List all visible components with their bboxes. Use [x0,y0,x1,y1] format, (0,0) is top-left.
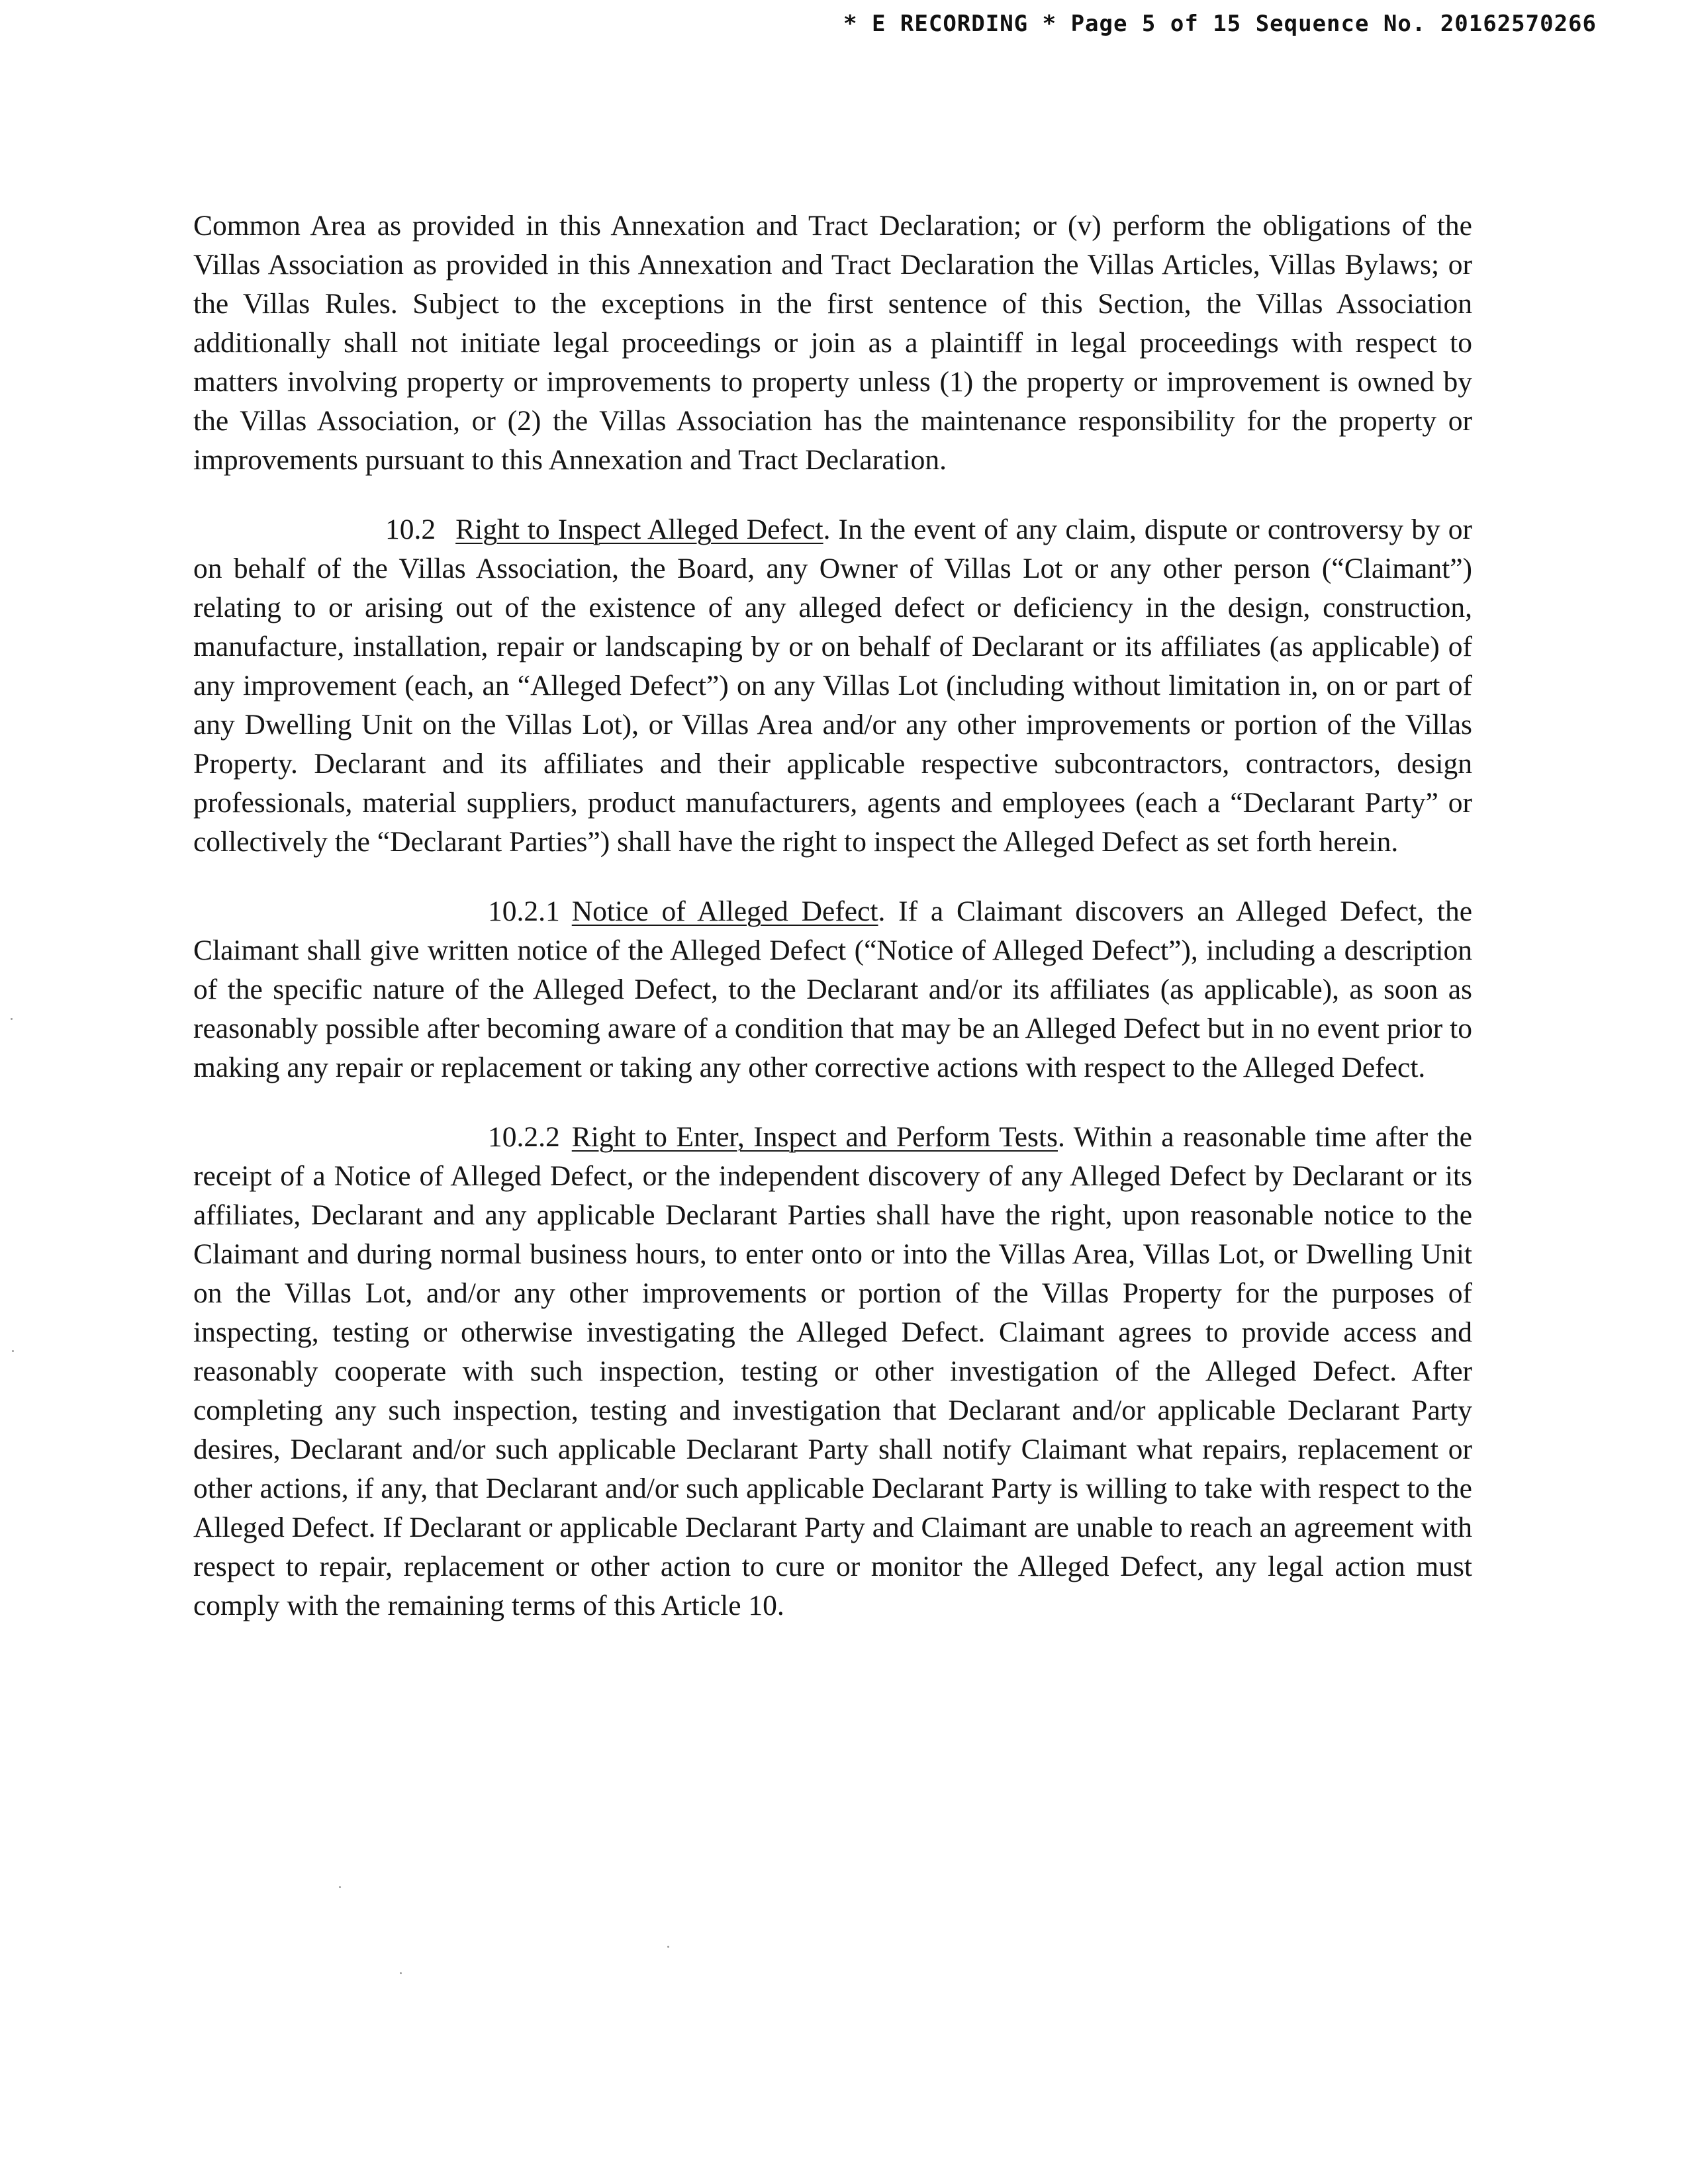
section-number: 10.2.2 [488,1121,560,1153]
section-heading: Right to Enter, Inspect and Perform Tests [571,1121,1058,1153]
document-body [193,206,1472,1656]
section-text: . If a Claimant discovers an Alleged Defect, the Claimant shall give written notice of the Alleged Defect (“Notice of Alleged Defect”), including a description of the specific nature of the Alleged Defect, to the Declarant and/or its affiliates (as applicable), as soon as reasonably possible after becoming aware of a condition that may be an Alleged Defect but in no event prior to making any repair or replacement or taking any other corrective actions with respect to the Alleged Defect. [193,895,1473,1083]
scan-speck [339,1886,341,1888]
section-10-2-2 [193,1118,1472,1625]
scan-speck [400,1972,402,1974]
section-heading: Right to Inspect Alleged Defect [455,514,823,545]
section-number: 10.2 [385,514,436,545]
section-10-2 [193,510,1472,862]
section-text: . In the event of any claim, dispute or controversy by or on behalf of the Villas Association, the Board, any Owner of Villas Lot or any other person (“Claimant”) relating to or arising out of the existence of any alleged defect or deficiency in the design, construction, manufacture, installation, repair or landscaping by or on behalf of Declarant or its affiliates (as applicable) of any improvement (each, an “Alleged Defect”) on any Villas Lot (including without limitation in, on or part of any Dwelling Unit on the Villas Lot), or Villas Area and/or any other improvements or portion of the Villas Property. Declarant and its affiliates and their applicable respective subcontractors, contractors, design professionals, material suppliers, product manufacturers, agents and employees (each a “Declarant Party” or collectively the “Declarant Parties”) shall have the right to inspect the Alleged Defect as set forth herein. [193,514,1472,858]
section-10-2-1 [193,892,1472,1087]
section-heading: Notice of Alleged Defect [571,895,878,927]
section-text: . Within a reasonable time after the receipt of a Notice of Alleged Defect, or the independent discovery of any Alleged Defect by Declarant or its affiliates, Declarant and any applicable Declarant Parties shall have the right, upon reasonable notice to the Claimant and during normal business hours, to enter onto or into the Villas Area, Villas Lot, or Dwelling Unit on the Villas Lot, and/or any other improvements or portion of the Villas Property for the purposes of inspecting, testing or otherwise investigating the Alleged Defect. Claimant agrees to provide access and reasonably cooperate with such inspection, testing or other investigation of the Alleged Defect. After completing any such inspection, testing and investigation that Declarant and/or applicable Declarant Party desires, Declarant and/or such applicable Declarant Party shall notify Claimant what repairs, replacement or other actions, if any, that Declarant and/or such applicable Declarant Party is willing to take with respect to the Alleged Defect. If Declarant or applicable Declarant Party and Claimant are unable to reach an agreement with respect to repair, replacement or other action to cure or monitor the Alleged Defect, any legal action must comply with the remaining terms of this Article 10. [193,1121,1472,1621]
paragraph-continuation: Common Area as provided in this Annexation and Tract Declaration; or (v) perform the obligations of the Villas Association as provided in this Annexation and Tract Declaration the Villas Articles, Villas Bylaws; or the Villas Rules. Subject to the exceptions in the first sentence of this Section, the Villas Association additionally shall not initiate legal proceedings or join as a plaintiff in legal proceedings with respect to matters involving property or improvements to property unless (1) the property or improvement is owned by the Villas Association, or (2) the Villas Association has the maintenance responsibility for the property or improvements pursuant to this Annexation and Tract Declaration. [193,210,1472,476]
scan-speck [12,1350,14,1352]
recording-header [843,11,1597,37]
scan-speck [667,1946,669,1948]
scan-speck [11,1018,13,1020]
sequence-label: Sequence No. [1255,11,1427,37]
recording-label: * E RECORDING * [843,11,1057,37]
section-number: 10.2.1 [488,895,560,927]
sequence-number: 20162570266 [1440,11,1597,37]
page-indicator: Page 5 of 15 [1070,11,1242,37]
